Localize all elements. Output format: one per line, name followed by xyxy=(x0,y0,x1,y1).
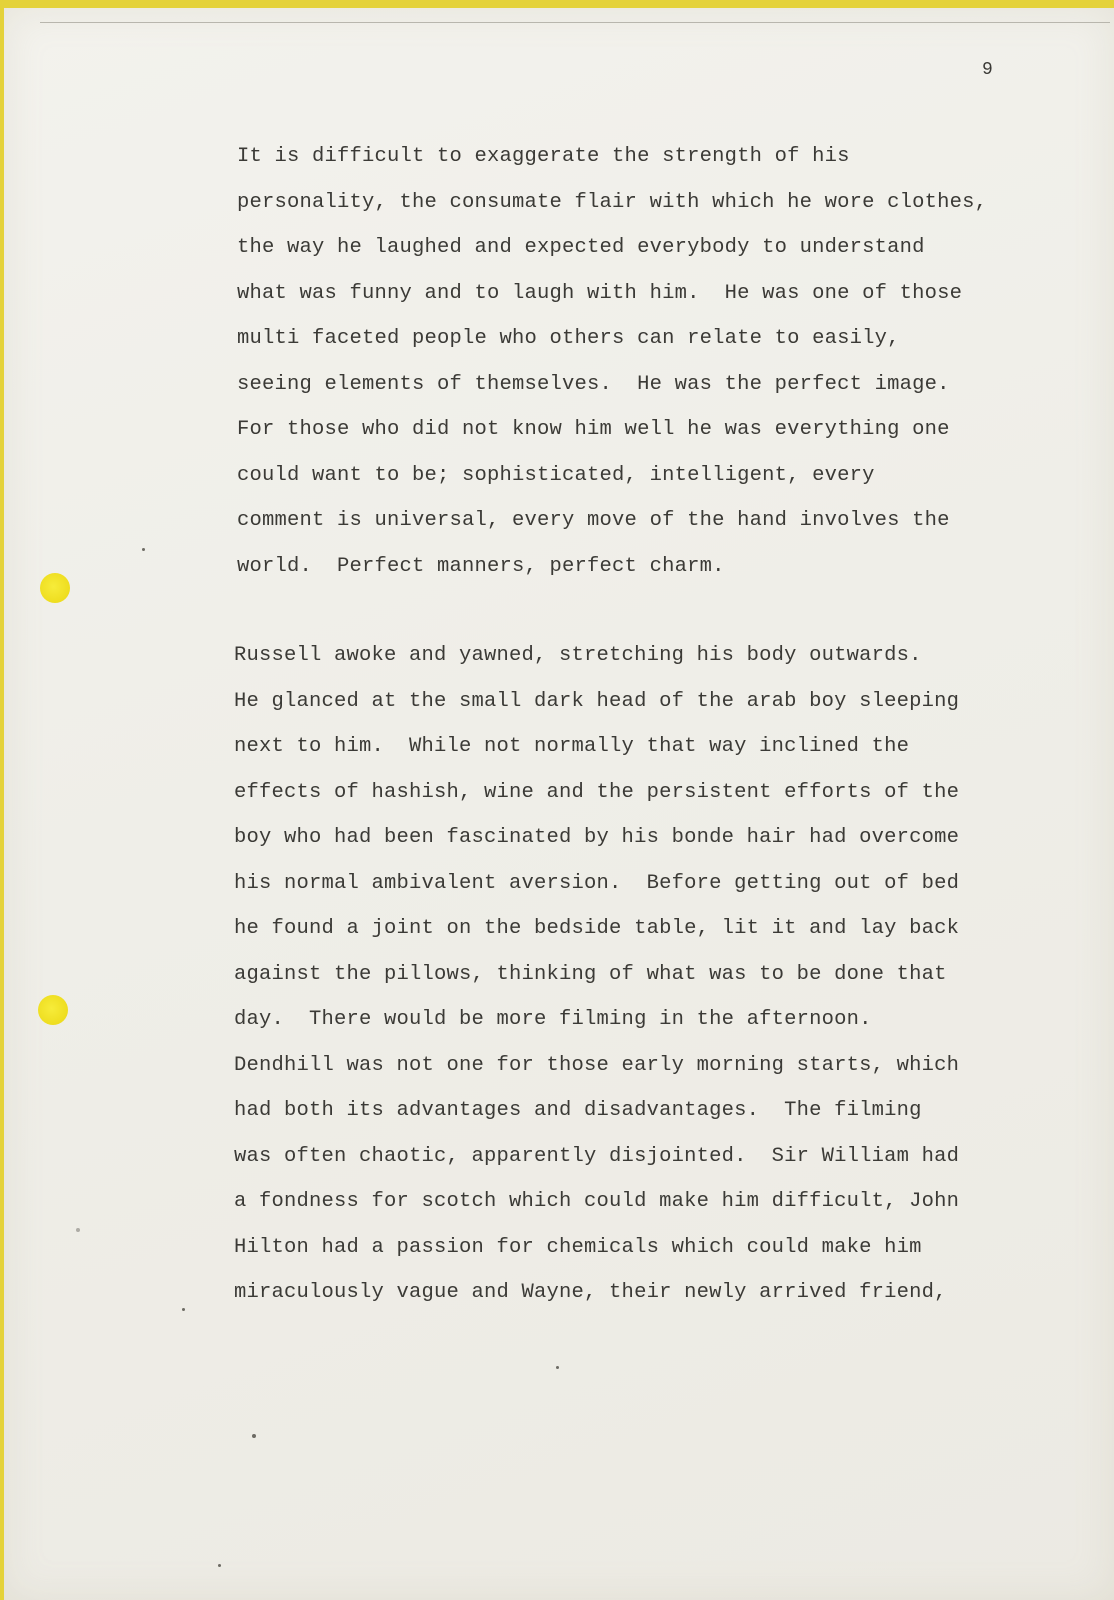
paragraph-line: He glanced at the small dark head of the arab boy sleeping xyxy=(234,689,960,713)
paragraph-line: day. There would be more filming in the afternoon. xyxy=(234,1008,872,1031)
paper-speck xyxy=(76,1228,80,1232)
paper-speck xyxy=(182,1308,185,1311)
paragraph-2 xyxy=(234,633,959,1316)
paragraph-line: personality, the consumate flair with which he wore clothes, xyxy=(237,190,988,214)
paragraph-line: Hilton had a passion for chemicals which could make him xyxy=(234,1235,922,1259)
paper-speck xyxy=(142,548,145,551)
paragraph-line: had both its advantages and disadvantages. The filming xyxy=(234,1099,922,1122)
paragraph-line: comment is universal, every move of the hand involves the xyxy=(237,509,950,532)
paragraph-line: what was funny and to laugh with him. He was one of those xyxy=(237,281,963,305)
paragraph-line: next to him. While not normally that way inclined the xyxy=(234,735,910,758)
paper-speck xyxy=(556,1366,559,1369)
paragraph-line: seeing elements of themselves. He was the perfect image. xyxy=(237,372,950,396)
page-number: 9 xyxy=(982,60,993,80)
paragraph-line: miraculously vague and Wayne, their newly arrived friend, xyxy=(234,1281,947,1304)
typewritten-page xyxy=(4,8,1114,1600)
paragraph-line: could want to be; sophisticated, intelligent, every xyxy=(237,463,875,487)
paragraph-line: boy who had been fascinated by his bonde hair had overcome xyxy=(234,826,960,849)
paragraph-line: For those who did not know him well he was everything one xyxy=(237,418,950,441)
paragraph-line: he found a joint on the bedside table, lit it and lay back xyxy=(234,917,960,940)
paper-speck xyxy=(218,1564,221,1567)
paragraph-line: world. Perfect manners, perfect charm. xyxy=(237,554,725,578)
binder-hole-lower xyxy=(38,995,68,1025)
top-edge-rule xyxy=(40,22,1110,23)
paragraph-line: his normal ambivalent aversion. Before getting out of bed xyxy=(234,871,960,895)
paper-speck xyxy=(252,1434,256,1438)
binder-hole-upper xyxy=(40,573,70,603)
paragraph-line: effects of hashish, wine and the persistent efforts of the xyxy=(234,780,960,804)
paragraph-line: a fondness for scotch which could make him difficult, John xyxy=(234,1190,960,1213)
paragraph-line: the way he laughed and expected everybody to understand xyxy=(237,236,925,259)
paragraph-1 xyxy=(237,134,987,589)
paragraph-line: against the pillows, thinking of what was to be done that xyxy=(234,962,947,986)
paragraph-line: It is difficult to exaggerate the strength of his xyxy=(237,145,850,168)
paragraph-line: was often chaotic, apparently disjointed. Sir William had xyxy=(234,1144,960,1168)
paragraph-line: Russell awoke and yawned, stretching his body outwards. xyxy=(234,644,922,667)
paragraph-line: multi faceted people who others can relate to easily, xyxy=(237,327,900,350)
paragraph-line: Dendhill was not one for those early morning starts, which xyxy=(234,1053,960,1077)
